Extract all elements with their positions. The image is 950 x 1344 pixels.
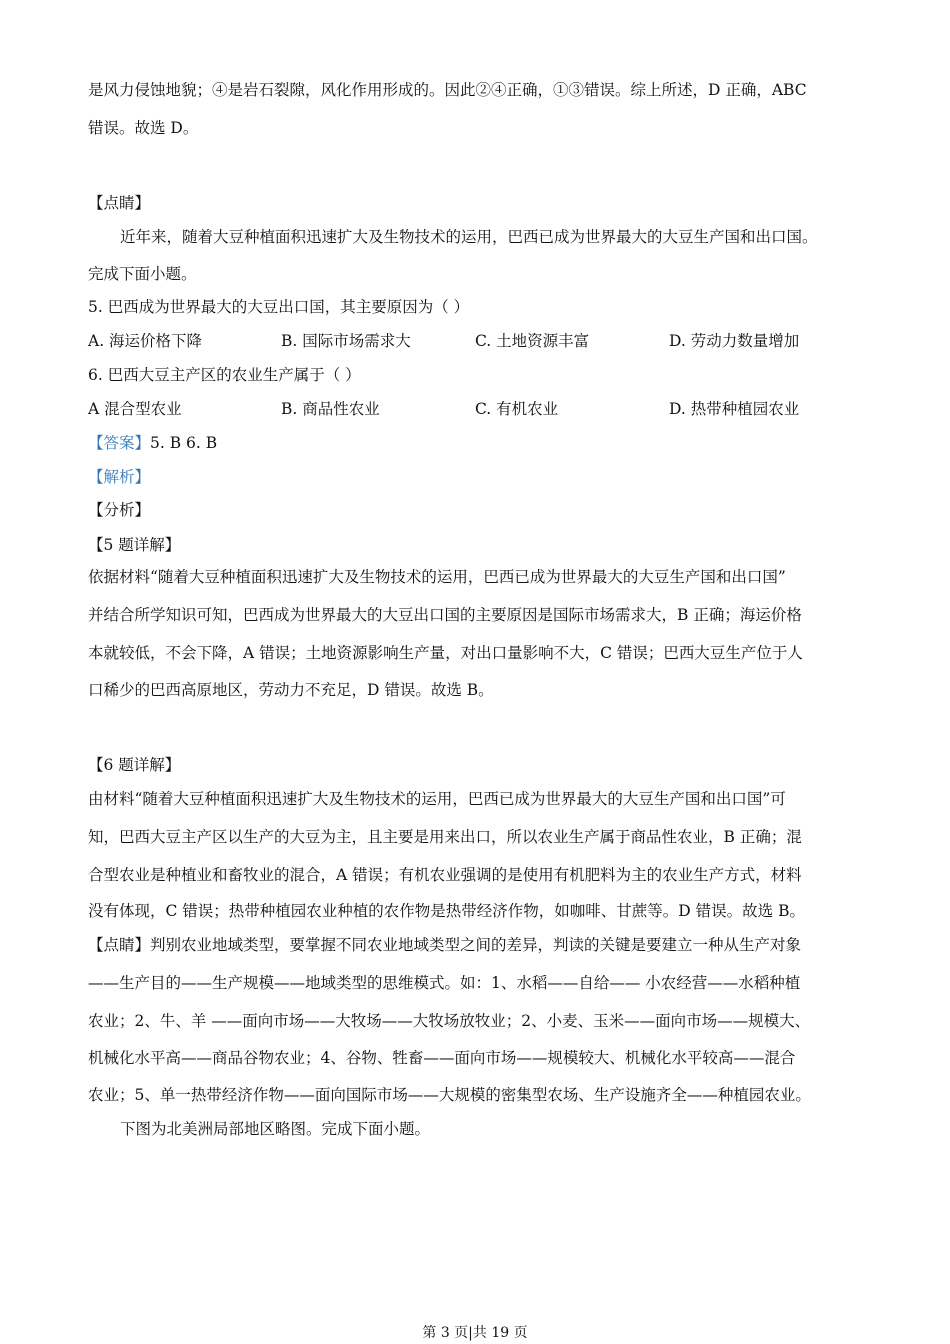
text-line: 由材料“随着大豆种植面积迅速扩大及生物技术的运用，巴西已成为世界最大的大豆生产国和出口国”可 [88,790,786,808]
text-line: ——生产目的——生产规模——地域类型的思维模式。如：1、水稻——自给—— 小农经营——水稻种植 [88,974,801,992]
q6-option-b: B. 商品性农业 [281,400,380,418]
q5-option-a: A. 海运价格下降 [88,332,203,350]
text-line: 农业；2、牛、羊 ——面向市场——大牧场——大牧场放牧业；2、小麦、玉米——面向市场——规模大、 [88,1012,811,1030]
text-line: 错误。故选 D。 [88,119,199,137]
q5-option-d: D. 劳动力数量增加 [669,332,800,350]
q6-option-c: C. 有机农业 [475,400,559,418]
answer-line [88,433,217,453]
text-line: 是风力侵蚀地貌；④是岩石裂隙，风化作用形成的。因此②④正确，①③错误。综上所述，D 正确，ABC [88,81,807,99]
question-5: 5. 巴西成为世界最大的大豆出口国，其主要原因为（ ） [88,298,470,316]
text-line: 农业；5、单一热带经济作物——面向国际市场——大规模的密集型农场、生产设施齐全——种植园农业。 [88,1086,811,1104]
q6-option-d: D. 热带种植园农业 [669,400,800,418]
dianjing-heading: 【点睛】 [88,194,151,212]
q5-option-b: B. 国际市场需求大 [281,332,411,350]
text-line: 依据材料“随着大豆种植面积迅速扩大及生物技术的运用，巴西已成为世界最大的大豆生产国和出口国” [88,568,786,586]
text-line: 知，巴西大豆主产区以生产的大豆为主，且主要是用来出口，所以农业生产属于商品性农业，B 正确；混 [88,828,802,846]
dianjing-paragraph: 【点睛】判别农业地域类型，要掌握不同农业地域类型之间的差异，判读的关键是要建立一种从生产对象 [88,936,802,954]
text-line: 并结合所学知识可知，巴西成为世界最大的大豆出口国的主要原因是国际市场需求大，B 正确；海运价格 [88,606,802,624]
q6-option-a: A 混合型农业 [88,400,182,418]
jiexi-tag: 【解析】 [88,468,151,486]
page-footer: 第 3 页|共 19 页 [422,1325,528,1341]
text-line: 本就较低，不会下降，A 错误；土地资源影响生产量，对出口量影响不大，C 错误；巴西大豆生产位于人 [88,644,803,662]
text-line: 口稀少的巴西高原地区，劳动力不充足，D 错误。故选 B。 [88,681,494,699]
answer-tag: 【答案】 [88,434,151,452]
answer-value: 5. B 6. B [150,434,218,452]
task-text: 完成下面小题。 [88,265,197,283]
text-line: 没有体现，C 错误；热带种植园农业种植的农作物是热带经济作物，如咖啡、甘蔗等。D 错误。故选 B。 [88,902,805,920]
q5-detail-heading: 【5 题详解】 [88,536,181,554]
material-text: 近年来，随着大豆种植面积迅速扩大及生物技术的运用，巴西已成为世界最大的大豆生产国和出口国。 [120,228,818,246]
text-line: 机械化水平高——商品谷物农业；4、谷物、牲畜——面向市场——规模较大、机械化水平较高——混合 [88,1049,796,1067]
q5-option-c: C. 土地资源丰富 [475,332,590,350]
question-6: 6. 巴西大豆主产区的农业生产属于（ ） [88,366,361,384]
fenxi-heading: 【分析】 [88,501,151,519]
next-material-text: 下图为北美洲局部地区略图。完成下面小题。 [120,1120,431,1138]
text-line: 合型农业是种植业和畜牧业的混合，A 错误；有机农业强调的是使用有机肥料为主的农业生产方式，材料 [88,866,802,884]
q6-detail-heading: 【6 题详解】 [88,756,181,774]
